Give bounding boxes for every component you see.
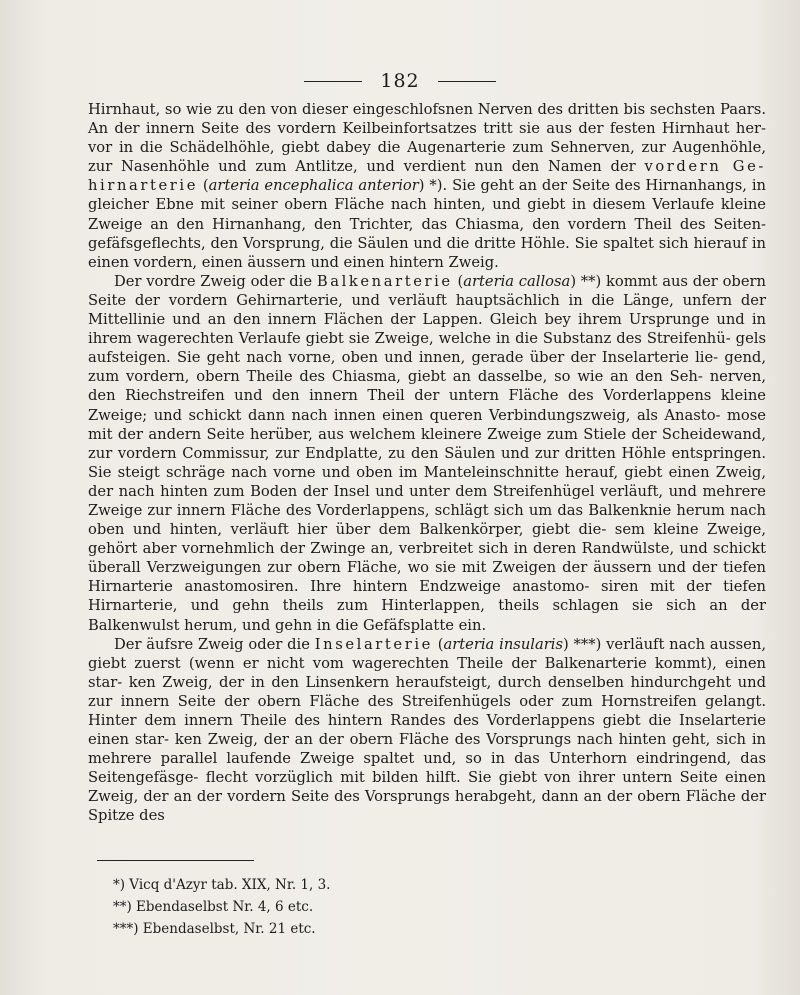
page-number: 182 (380, 70, 420, 92)
text-run: Der äufsre Zweig oder die (114, 635, 315, 653)
body-text (88, 100, 766, 826)
text-run: ( (452, 272, 464, 290)
latin-term: arteria insularis (443, 635, 563, 653)
latin-term: arteria encephalica anterior (208, 177, 419, 195)
text-run: Der vordre Zweig oder die (114, 272, 317, 290)
header-rule-right (438, 81, 496, 82)
page-header (0, 70, 800, 92)
latin-term: arteria callosa (463, 272, 571, 290)
spaced-term: Balkenarterie (316, 272, 453, 290)
footnote-rule (97, 860, 254, 861)
text-run: ( (198, 177, 209, 195)
footnote: *) Vicq d'Azyr tab. XIX, Nr. 1, 3. (113, 877, 331, 893)
footnote: **) Ebendaselbst Nr. 4, 6 etc. (113, 899, 314, 915)
paragraph (88, 272, 766, 635)
text-run: ) **) kommt aus der obern Seite der vordern Gehirnarterie, und verläuft hauptsächlich in die Länge, unfern der Mittellinie und an den innern Flächen der Lappen. Gleich bey ihrem Ursprunge und in ihrem wagerechten Verlaufe giebt sie Zweige, welche in die Substanz des Streifenhü- gels aufsteigen. Sie geht nach vorne, oben und innen, gerade über der Inselarterie lie- gend, zum vordern, obern Theile des Chiasma, giebt an dasselbe, so wie an den Seh- nerven, den Riechstreifen und den innern Theil der untern Fläche des Vorderlappens kleine Zweige; und schickt dann nach innen einen queren Verbindungszweig, als Anasto- mose mit der andern Seite herüber, aus welchem kleinere Zweige zum Stiele der Scheidewand, zur vordern Commissur, zur Endplatte, zu den Säulen und zur dritten Höhle entspringen. Sie steigt schräge nach vorne und oben im Manteleinschnitte herauf, giebt einen Zweig, der nach hinten zum Boden der Insel und unter dem Streifenhügel verläuft, und mehrere Zweige zur innern Fläche des Vorderlappens, schlägt sich um das Balkenknie herum nach oben und hinten, verläuft hier über dem Balkenkörper, giebt die- sem kleine Zweige, gehört aber vornehmlich der Zwinge an, verbreitet sich in deren Randwülste, und schickt überall Verzweigungen zur obern Fläche, wo sie mit Zweigen der äussern und der tiefen Hirnarterie anastomosiren. Ihre hintern Endzweige anastomo- siren mit der tiefen Hirnarterie, und gehn theils zum Hinterlappen, theils schlagen sie sich an der Balkenwulst herum, und gehn in die Gefäfsplatte ein. (88, 272, 766, 634)
spaced-term: vordern Ge- hirnarterie (88, 158, 766, 195)
text-run: ) *). Sie geht an der Seite des Hirnanhangs, in gleicher Ebne mit seiner obern Fläche nach hinten, und giebt in diesem Verlaufe kleine Zweige an den Hirnanhang, den Trichter, das Chiasma, den vordern Theil des Seiten- gefäfsgeflechts, den Vorsprung, die Säulen und die dritte Höhle. Sie spaltet sich hierauf in einen vordern, einen äussern und einen hintern Zweig. (88, 177, 766, 271)
text-run: ) ***) verläuft nach aussen, giebt zuerst (wenn er nicht vom wagerechten Theile der Balkenarterie kommt), einen star- ken Zweig, der in den Linsenkern heraufsteigt, durch denselben hindurchgeht und zur innern Seite der obern Fläche des Streifenhügels oder zum Hornstreifen gelangt. Hinter dem innern Theile des hintern Randes des Vorderlappens giebt die Inselarterie einen star- ken Zweig, der an der obern Fläche des Vorsprungs nach hinten geht, sich in mehrere parallel laufende Zweige spaltet und, so in das Unterhorn eindringend, das Seitengefäsge- flecht vorzüglich mit bilden hilft. Sie giebt von ihrer untern Seite einen Zweig, der an der vordern Seite des Vorsprungs herabgeht, dann an der obern Fläche der Spitze des (88, 635, 766, 825)
text-run: ( (432, 635, 444, 653)
header-rule-left (304, 81, 362, 82)
spaced-term: Inselarterie (314, 635, 433, 653)
footnotes (113, 874, 330, 940)
paragraph (88, 635, 766, 826)
footnote: ***) Ebendaselbst, Nr. 21 etc. (113, 921, 316, 937)
text-run: Hirnhaut, so wie zu den von dieser eingeschlofsnen Nerven des dritten bis sechsten Paars. An der innern Seite des vordern Keilbeinfortsatzes tritt sie aus der festen Hirnhaut her- vor in die Schädelhöhle, giebt dabey die Augenarterie zum Sehnerven, zur Augenhöhle, zur Nasenhöhle und zum Antlitze, und verdient nun den Namen der (88, 101, 766, 176)
paragraph (88, 100, 766, 272)
